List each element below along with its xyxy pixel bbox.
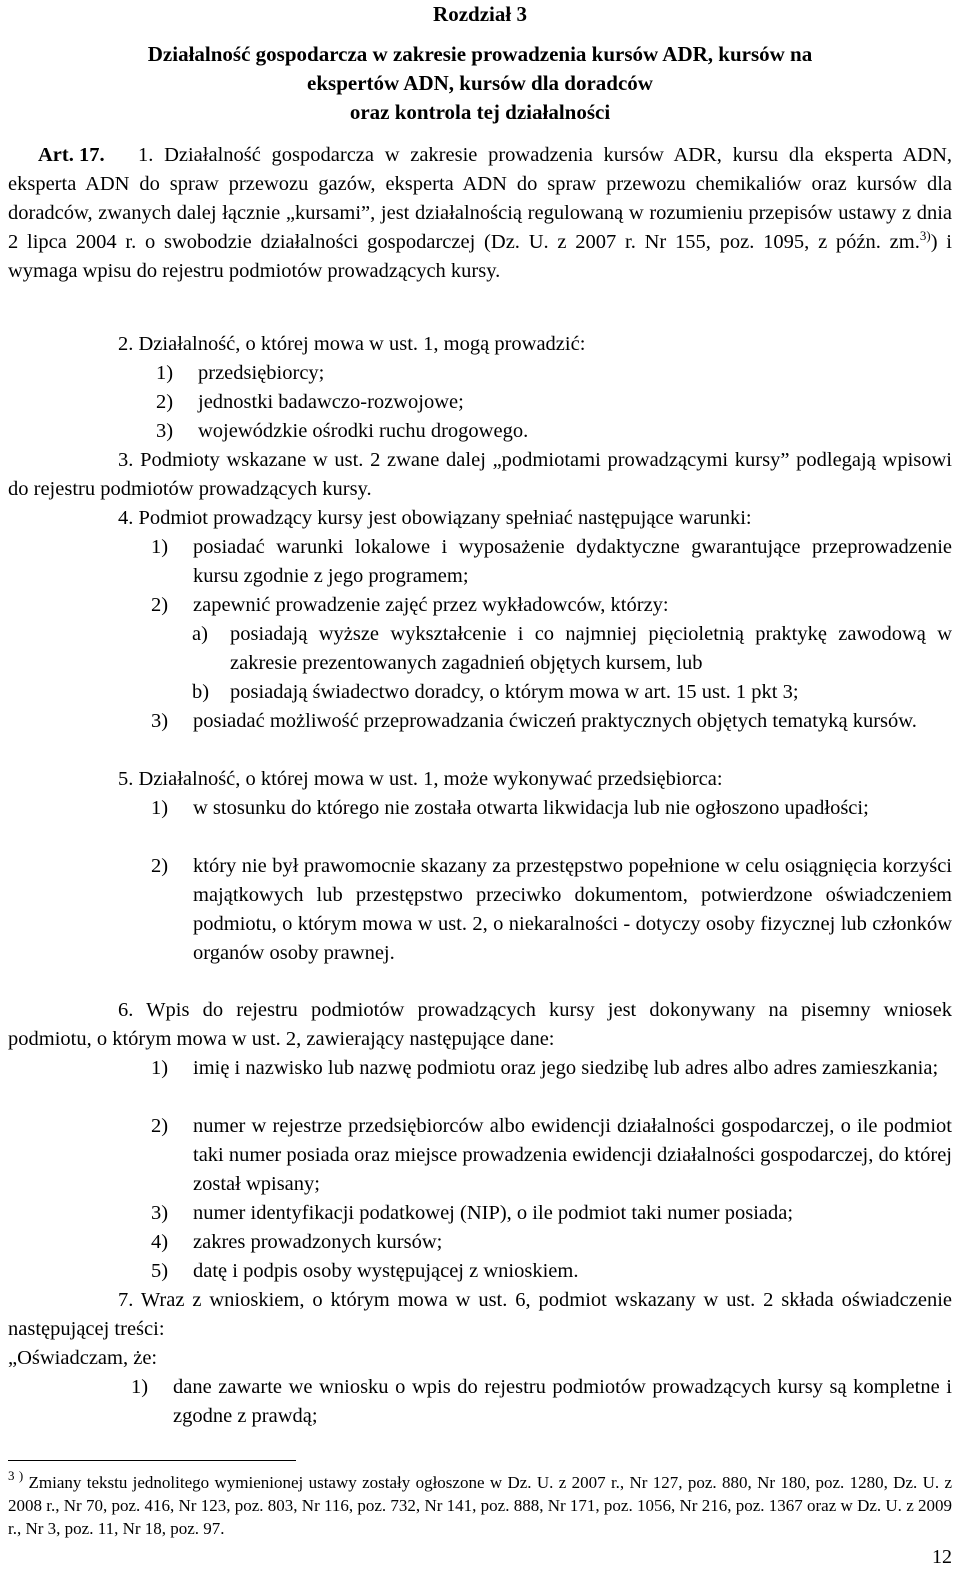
item-number: 1) [151,536,169,558]
item-text: zapewnić prowadzenie zajęć przez wykładowców, którzy: [193,594,669,616]
paragraph-6-item-4 [151,1228,952,1257]
paragraph-7: 7. Wraz z wnioskiem, o którym mowa w ust. 6, podmiot wskazany w ust. 2 składa oświadczenie następującej treści: [8,1289,952,1340]
item-text: zakres prowadzonych kursów; [193,1231,443,1253]
item-text: który nie był prawomocnie skazany za przestępstwo popełnione w celu osiągnięcia korzyści majątkowych lub przestępstwo przeciwko dokumentom, potwierdzone oświadczeniem podmiotu, o którym mowa w ust. 2, o niekaralności - dotyczy osoby fizycznej lub członków organów osoby prawnej. [193,855,952,964]
item-text: posiadać warunki lokalowe i wyposażenie dydaktyczne gwarantujące przeprowadzenie kursu zgodnie z jego programem; [193,536,952,587]
item-number: 2) [151,594,169,616]
item-text: jednostki badawczo-rozwojowe; [198,391,464,413]
paragraph-4-item-2 [151,591,952,620]
paragraph-5-item-1 [151,794,952,823]
paragraph-2-intro: 2. Działalność, o której mowa w ust. 1, mogą prowadzić: [118,333,586,355]
paragraph-1-tail: ) i wymaga wpisu do rejestru podmiotów prowadzących kursy. [8,230,952,282]
declaration-item-1 [131,1373,952,1431]
footnote [8,1468,952,1540]
item-text: w stosunku do którego nie została otwarta likwidacja lub nie ogłoszono upadłości; [193,797,869,819]
paragraph-4-item-2a [192,620,952,678]
chapter-label: Rozdział 3 [433,2,527,26]
item-text: imię i nazwisko lub nazwę podmiotu oraz jego siedzibę lub adres albo adres zamieszkania; [193,1057,939,1079]
item-number: 1) [151,797,169,819]
item-text: dane zawarte we wniosku o wpis do rejestru podmiotów prowadzących kursy są kompletne i zgodne z prawdą; [173,1376,952,1427]
item-number: 1) [131,1376,149,1398]
paragraph-4-intro: 4. Podmiot prowadzący kursy jest obowiązany spełniać następujące warunki: [118,507,752,529]
paragraph-6-item-3 [151,1199,952,1228]
paragraph-6-item-2 [151,1112,952,1199]
article-label: Art. 17. [38,144,105,166]
item-text: przedsiębiorcy; [198,362,325,384]
item-number: 2) [151,855,169,877]
item-number: 2) [156,391,174,413]
footnote-marker: 3 ) [8,1468,24,1483]
footnote-text: Zmiany tekstu jednolitego wymienionej ustawy zostały ogłoszone w Dz. U. z 2007 r., Nr 127, poz. 880, Nr 180, poz. 1280, Dz. U. z 2008 r., Nr 70, poz. 416, Nr 123, poz. 803, Nr 116, poz. 732, Nr 141, poz. 888, Nr 171, poz. 1056, Nr 216, poz. 1367 oraz w Dz. U. z 2009 r., Nr 3, poz. 11, Nr 18, poz. 97. [8,1473,952,1538]
page-number: 12 [932,1546,952,1568]
item-text: numer identyfikacji podatkowej (NIP), o ile podmiot taki numer posiada; [193,1202,794,1224]
paragraph-4-item-1 [151,533,952,591]
paragraph-6-item-5 [151,1257,952,1286]
item-text: numer w rejestrze przedsiębiorców albo ewidencji działalności gospodarczej, o ile podmiot taki numer posiada oraz miejsce prowadzenia ewidencji działalności gospodarczej, do której został wpisany; [193,1115,952,1195]
paragraph-5-intro: 5. Działalność, o której mowa w ust. 1, może wykonywać przedsiębiorca: [118,768,723,790]
item-number: 1) [151,1057,169,1079]
paragraph-6: 6. Wpis do rejestru podmiotów prowadzących kursy jest dokonywany na pisemny wniosek podmiotu, o którym mowa w ust. 2, zawierający następujące dane: [8,999,952,1050]
item-letter: b) [192,681,210,703]
item-number: 5) [151,1260,169,1282]
article-17-paragraph-1 [8,141,952,286]
paragraph-1-text: 1. Działalność gospodarcza w zakresie prowadzenia kursów ADR, kursu dla eksperta ADN, eksperta ADN do spraw przewozu gazów, eksperta ADN do spraw przewozu chemikaliów oraz kursów dla doradców, zwanych dalej łącznie „kursami”, jest działalnością regulowaną w rozumieniu przepisów ustawy z dnia 2 lipca 2004 r. o swobodzie działalności gospodarczej (Dz. U. z 2007 r. Nr 155, poz. 1095, z późn. zm. [8,144,952,253]
item-text: posiadają wyższe wykształcenie i co najmniej pięcioletnią praktykę zawodową w zakresie prezentowanych zagadnień objętych kursem, lub [230,623,952,674]
footnote-separator [8,1460,296,1461]
item-number: 4) [151,1231,169,1253]
footnote-reference: 3) [919,227,931,243]
item-number: 3) [156,420,174,442]
paragraph-5-item-2 [151,852,952,968]
chapter-title-line-1: Działalność gospodarcza w zakresie prowadzenia kursów ADR, kursów na [147,42,813,66]
item-text: posiadają świadectwo doradcy, o którym mowa w art. 15 ust. 1 pkt 3; [230,681,799,703]
paragraph-4-item-2b [192,678,952,707]
paragraph-6-item-1 [151,1054,952,1083]
item-text: wojewódzkie ośrodki ruchu drogowego. [198,420,529,442]
paragraph-2-item-2 [156,388,952,417]
item-number: 1) [156,362,174,384]
item-text: posiadać możliwość przeprowadzania ćwiczeń praktycznych objętych tematyką kursów. [193,710,917,732]
paragraph-2-item-3 [156,417,952,446]
item-number: 3) [151,710,169,732]
paragraph-2-item-1 [156,359,952,388]
paragraph-4-item-3 [151,707,952,736]
chapter-title-line-3: oraz kontrola tej działalności [349,100,611,124]
item-number: 3) [151,1202,169,1224]
paragraph-3: 3. Podmioty wskazane w ust. 2 zwane dalej „podmiotami prowadzącymi kursy” podlegają wpisowi do rejestru podmiotów prowadzących kursy. [8,449,952,500]
declaration-quote: „Oświadczam, że: [8,1347,158,1369]
item-letter: a) [192,623,208,645]
chapter-title-line-2: ekspertów ADN, kursów dla doradców [307,71,653,95]
item-text: datę i podpis osoby występującej z wnioskiem. [193,1260,579,1282]
item-number: 2) [151,1115,169,1137]
